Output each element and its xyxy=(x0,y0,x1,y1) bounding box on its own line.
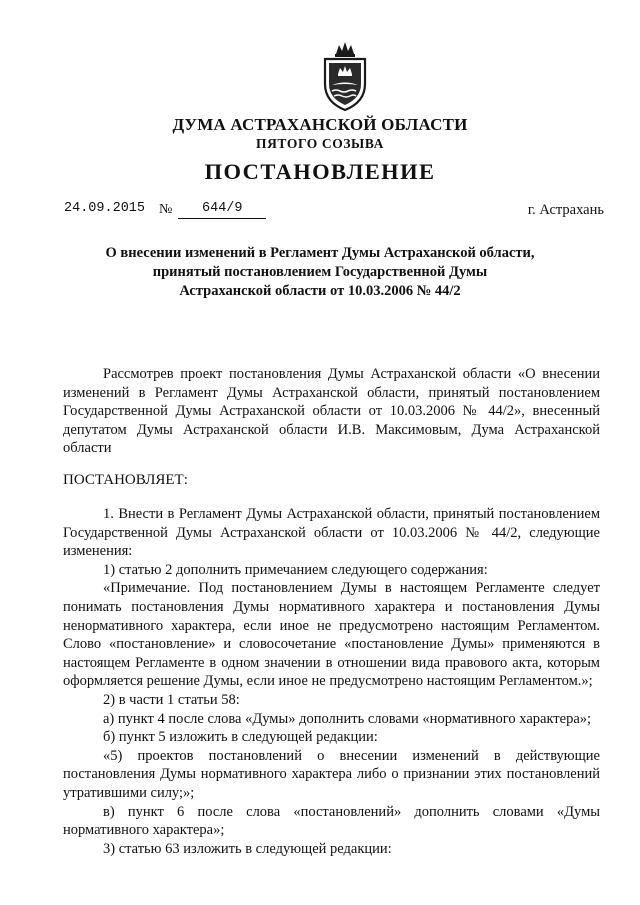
list-item: 3) статью 63 изложить в следующей редакции: xyxy=(103,840,392,857)
organization-title: ДУМА АСТРАХАНСКОЙ ОБЛАСТИ xyxy=(172,115,468,134)
resolution-heading: ПОСТАНОВЛЯЕТ: xyxy=(63,472,188,488)
list-item: 1) статью 2 дополнить примечанием следующего содержания: xyxy=(103,561,488,578)
document-meta-line xyxy=(64,201,604,221)
document-number: 644/9 xyxy=(178,201,266,219)
list-item: в) пункт 6 после слова «постановлений» дополнить словами «Думы нормативного характера»; xyxy=(63,803,600,839)
document-date: 24.09.2015 xyxy=(64,201,146,216)
subject-line: Астраханской области от 10.03.2006 № 44/2 xyxy=(179,283,461,299)
number-sign: № xyxy=(159,202,173,217)
list-item: 2) в части 1 статьи 58: xyxy=(103,691,240,708)
document-type-title: ПОСТАНОВЛЕНИЕ xyxy=(204,159,436,184)
resolution-items xyxy=(63,505,600,858)
list-item: а) пункт 4 после слова «Думы» дополнить словами «нормативного характера»; xyxy=(103,710,592,727)
preamble-paragraph: Рассмотрев проект постановления Думы Астраханской области «О внесении изменений в Регламент Думы Астраханской области, принятый постановлением Государственной Думы Астраханской области от 10.03.2006 № 44/2», внесенный депутатом Думы Астраханской области И.В. Максимовым, Дума Астраханской области xyxy=(63,366,600,457)
subject-line: О внесении изменений в Регламент Думы Астраханской области, xyxy=(105,245,535,261)
list-item: «Примечание. Под постановлением Думы в настоящем Регламенте следует понимать постановления Думы нормативного характера и постановления Думы ненормативного характера, если иное не предусмотрено настоящим Регламентом. Слово «постановление» и словосочетание «постановление Думы» применяются в настоящем Регламенте в одном значении в отношении вида правового акта, которым оформляется решение Думы, если иное не предусмотрено настоящим Регламентом.»; xyxy=(63,580,600,690)
list-item: б) пункт 5 изложить в следующей редакции: xyxy=(103,729,378,746)
list-item: «5) проектов постановлений о внесении изменений в действующие постановления Думы нормативного характера либо о признании этих постановлений утратившими силу;»; xyxy=(63,747,600,801)
coat-of-arms-icon xyxy=(322,40,368,112)
convocation-subtitle: ПЯТОГО СОЗЫВА xyxy=(255,136,385,151)
document-subject xyxy=(60,244,580,301)
list-item: 1. Внести в Регламент Думы Астраханской области, принятый постановлением Государственной Думы Астраханской области от 10.03.2006 № 44/2, следующие изменения: xyxy=(63,506,600,560)
subject-line: принятый постановлением Государственной Думы xyxy=(152,264,488,280)
document-city: г. Астрахань xyxy=(527,202,604,218)
